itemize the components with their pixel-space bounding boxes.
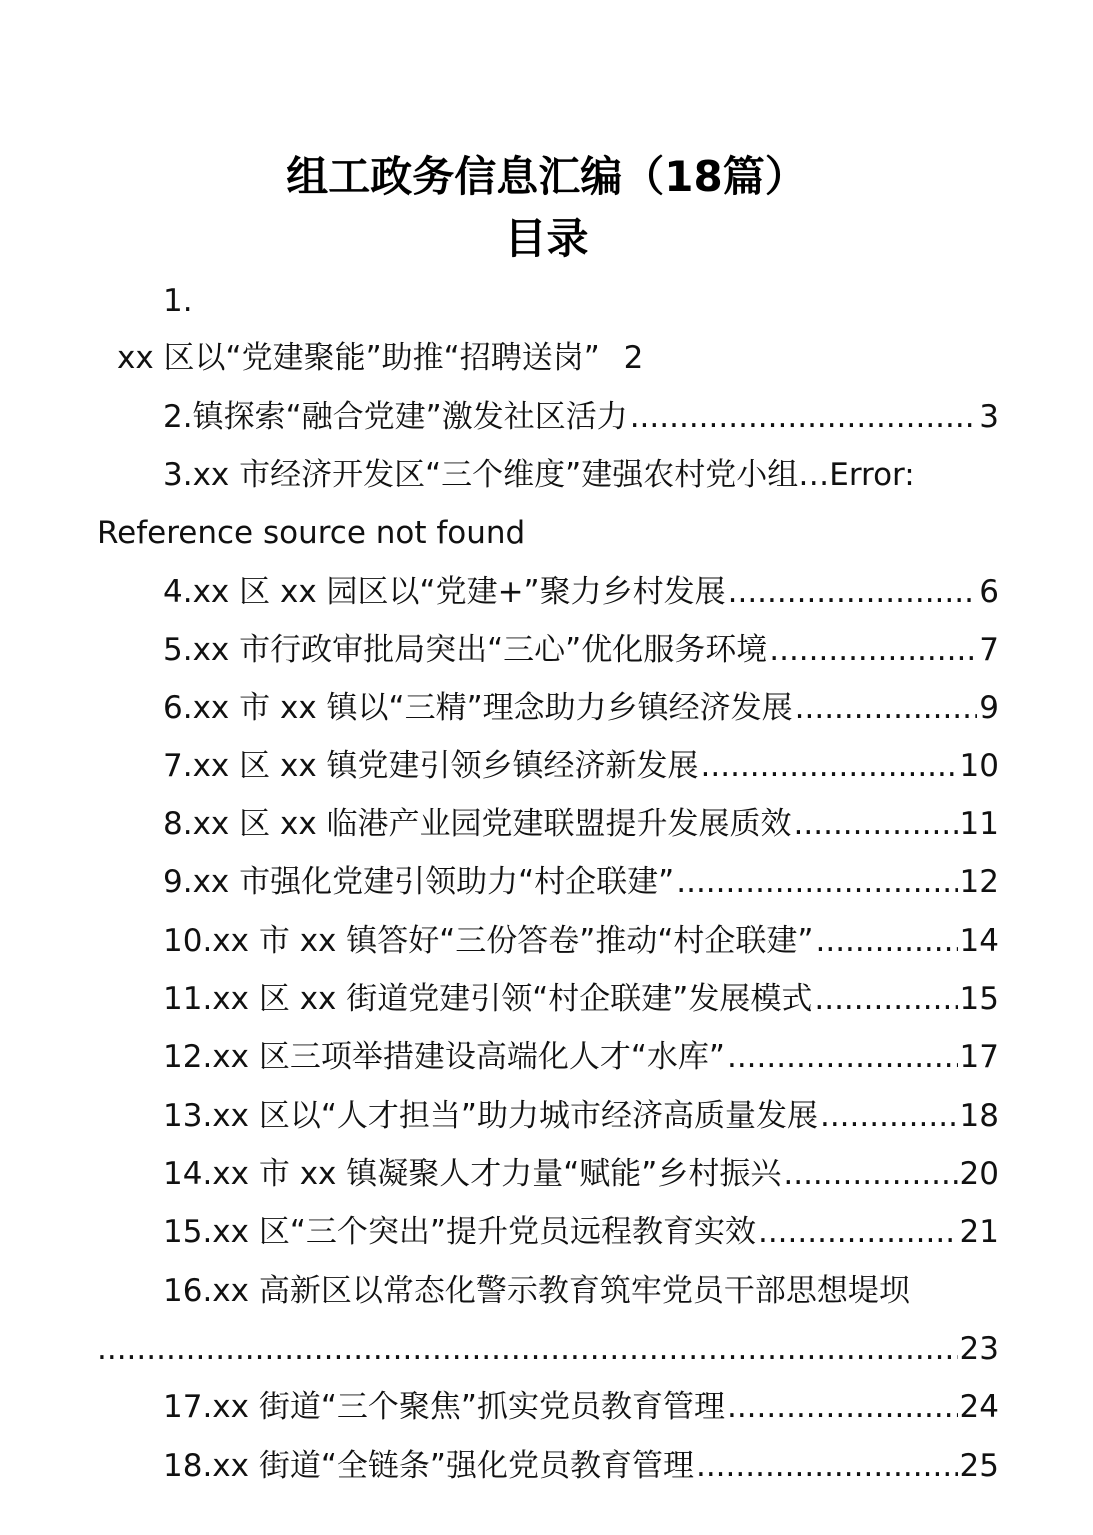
toc-item-page: 3 [979, 399, 999, 435]
dot-leader [676, 862, 957, 902]
toc-item-label: 8.xx 区 xx 临港产业园党建联盟提升发展质效 [163, 806, 792, 842]
dot-leader [795, 688, 978, 728]
document-title: 组工政务信息汇编（18篇） [286, 152, 807, 201]
toc-item-page: 24 [959, 1389, 999, 1425]
dot-leader [769, 630, 977, 670]
dot-leader [794, 804, 958, 844]
toc-item-page: 25 [959, 1448, 999, 1484]
toc-item-17[interactable] [163, 1387, 999, 1427]
dot-leader [727, 1037, 958, 1077]
toc-item-2[interactable] [163, 397, 999, 437]
toc-item-10[interactable] [163, 921, 999, 961]
toc-item-1-page: 2 [623, 340, 644, 376]
toc-item-3-error: Reference source not found [97, 515, 526, 551]
toc-item-9[interactable] [163, 862, 999, 902]
toc-heading: 目录 [504, 214, 589, 263]
toc-item-label: 12.xx 区三项举措建设高端化人才“水库” [163, 1039, 725, 1075]
toc-item-14[interactable] [163, 1154, 999, 1194]
toc-item-label: 17.xx 街道“三个聚焦”抓实党员教育管理 [163, 1389, 725, 1425]
toc-item-3[interactable]: 3.xx 市经济开发区“三个维度”建强农村党小组…Error: [163, 457, 915, 493]
dot-leader [783, 1154, 957, 1194]
toc-item-18[interactable] [163, 1446, 999, 1486]
dot-leader [696, 1446, 958, 1486]
toc-item-16[interactable]: 16.xx 高新区以常态化警示教育筑牢党员干部思想堤坝 [163, 1273, 910, 1309]
toc-item-page: 14 [959, 923, 999, 959]
toc-item-label: 14.xx 市 xx 镇凝聚人才力量“赋能”乡村振兴 [163, 1156, 782, 1192]
toc-item-page: 17 [959, 1039, 999, 1075]
toc-item-8[interactable] [163, 804, 999, 844]
toc-item-label: 6.xx 市 xx 镇以“三精”理念助力乡镇经济发展 [163, 690, 793, 726]
toc-item-16-leader [97, 1329, 999, 1369]
dot-leader [758, 1212, 958, 1252]
toc-item-15[interactable] [163, 1212, 999, 1252]
toc-item-11[interactable] [163, 979, 999, 1019]
toc-item-page: 21 [959, 1214, 999, 1250]
toc-item-page: 18 [959, 1098, 999, 1134]
toc-item-label: 5.xx 市行政审批局突出“三心”优化服务环境 [163, 632, 768, 668]
toc-item-label: 11.xx 区 xx 街道党建引领“村企联建”发展模式 [163, 981, 813, 1017]
toc-item-1[interactable] [117, 338, 643, 378]
toc-item-label: 9.xx 市强化党建引领助力“村企联建” [163, 864, 675, 900]
toc-item-label: 13.xx 区以“人才担当”助力城市经济高质量发展 [163, 1098, 818, 1134]
dot-leader [97, 1329, 958, 1369]
toc-item-page: 9 [979, 690, 999, 726]
toc-item-label: 2.镇探索“融合党建”激发社区活力 [163, 399, 628, 435]
toc-item-5[interactable] [163, 630, 999, 670]
toc-item-label: 10.xx 市 xx 镇答好“三份答卷”推动“村企联建” [163, 923, 814, 959]
toc-item-13[interactable] [163, 1096, 999, 1136]
toc-item-12[interactable] [163, 1037, 999, 1077]
toc-item-1-number: 1. [163, 283, 193, 319]
toc-item-label: 15.xx 区“三个突出”提升党员远程教育实效 [163, 1214, 756, 1250]
toc-item-page: 15 [959, 981, 999, 1017]
dot-leader [727, 1387, 958, 1427]
dot-leader [701, 746, 958, 786]
toc-item-1-label: xx 区以“党建聚能”助推“招聘送岗” [117, 340, 600, 376]
toc-item-label: 18.xx 街道“全链条”强化党员教育管理 [163, 1448, 694, 1484]
toc-item-page: 11 [959, 806, 999, 842]
toc-item-page: 12 [959, 864, 999, 900]
dot-leader [630, 397, 978, 437]
toc-item-page: 23 [959, 1331, 999, 1367]
toc-item-4[interactable] [163, 572, 999, 612]
toc-item-page: 7 [979, 632, 999, 668]
toc-item-page: 6 [979, 574, 999, 610]
dot-leader [728, 572, 978, 612]
dot-leader [815, 921, 957, 961]
toc-item-label: 4.xx 区 xx 园区以“党建+”聚力乡村发展 [163, 574, 726, 610]
toc-item-6[interactable] [163, 688, 999, 728]
dot-leader [820, 1096, 958, 1136]
toc-item-page: 10 [959, 748, 999, 784]
toc-item-label: 7.xx 区 xx 镇党建引领乡镇经济新发展 [163, 748, 699, 784]
dot-leader [814, 979, 957, 1019]
toc-item-page: 20 [959, 1156, 999, 1192]
toc-item-7[interactable] [163, 746, 999, 786]
